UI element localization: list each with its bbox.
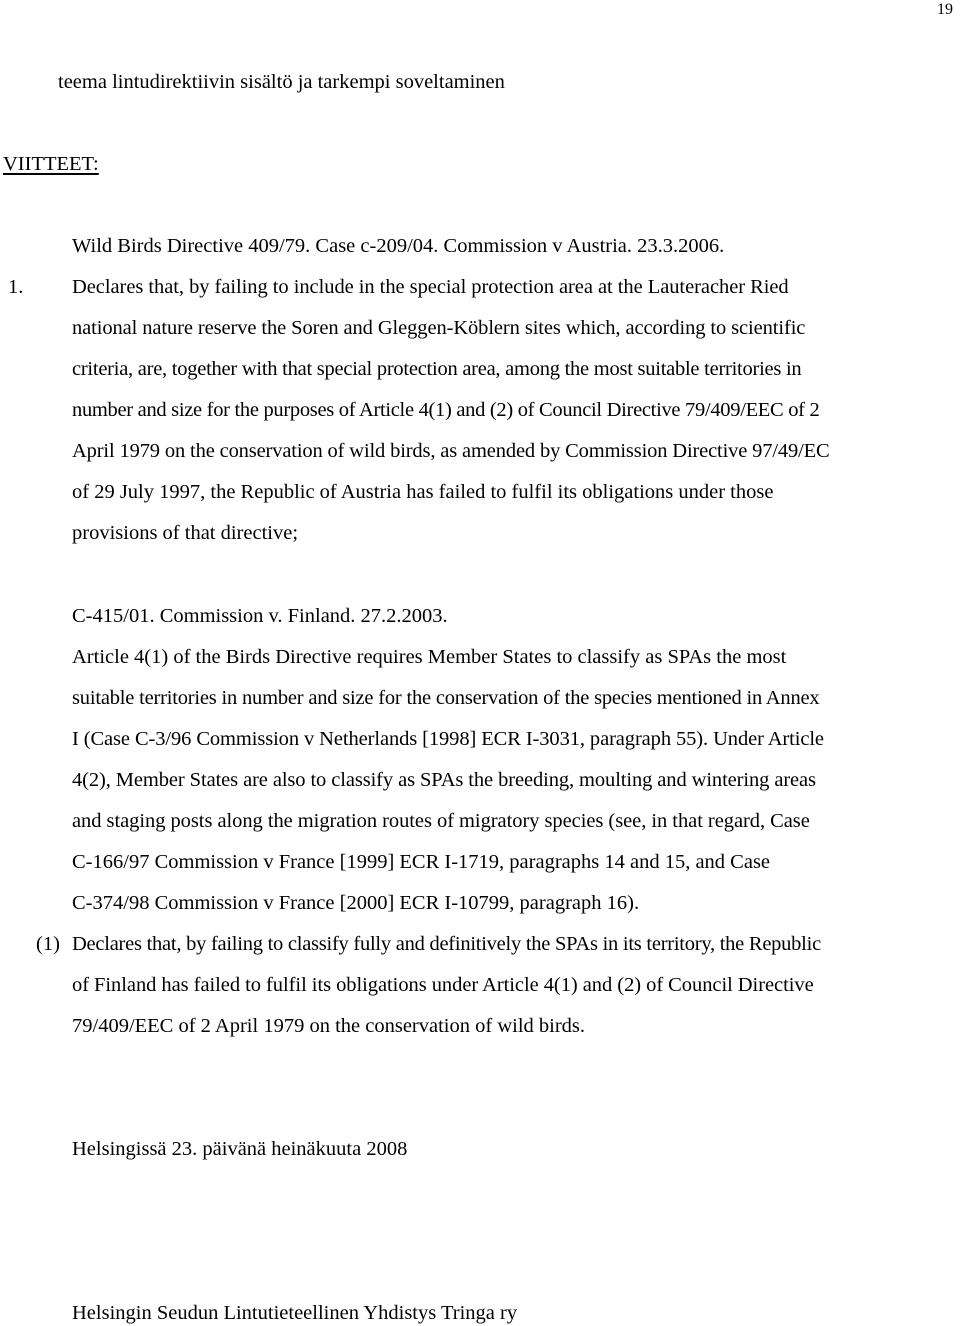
case1-line: national nature reserve the Soren and Gleggen-Köblern sites which, according to scientific: [72, 317, 806, 339]
appendices-heading: VIITTEET:: [3, 153, 99, 175]
case2-line: I (Case C-3/96 Commission v Netherlands [1998] ECR I-3031, paragraph 55). Under Article: [72, 728, 824, 750]
case2-ruling-line: of Finland has failed to fulfil its obligations under Article 4(1) and (2) of Council Directive: [72, 974, 814, 996]
case1-line: of 29 July 1997, the Republic of Austria has failed to fulfil its obligations under those: [72, 481, 774, 503]
case2-line: C-374/98 Commission v France [2000] ECR I-10799, paragraph 16).: [72, 892, 640, 914]
case1-line: Declares that, by failing to include in the special protection area at the Lauteracher Ried: [72, 276, 789, 298]
place-date: Helsingissä 23. päivänä heinäkuuta 2008: [72, 1138, 408, 1160]
case1-line: provisions of that directive;: [72, 522, 299, 544]
case2-ruling-line: 79/409/EEC of 2 April 1979 on the conservation of wild birds.: [72, 1015, 586, 1037]
page-number: 19: [937, 1, 953, 18]
case2-ruling-line: Declares that, by failing to classify fully and definitively the SPAs in its territory, the Republic: [72, 933, 821, 955]
case1-line: number and size for the purposes of Article 4(1) and (2) of Council Directive 79/409/EEC of 2: [72, 399, 820, 421]
case2-line: and staging posts along the migration routes of migratory species (see, in that regard, Case: [72, 810, 810, 832]
signature: Helsingin Seudun Lintutieteellinen Yhdistys Tringa ry: [72, 1302, 518, 1324]
case1-line: criteria, are, together with that special protection area, among the most suitable territories in: [72, 358, 802, 380]
case2-ruling-number: (1): [36, 933, 60, 955]
case2-line: 4(2), Member States are also to classify as SPAs the breeding, moulting and wintering areas: [72, 769, 816, 791]
case2-line: Article 4(1) of the Birds Directive requires Member States to classify as SPAs the most: [72, 646, 787, 668]
case1-title: Wild Birds Directive 409/79. Case c-209/04. Commission v Austria. 23.3.2006.: [72, 235, 725, 257]
case2-line: C-166/97 Commission v France [1999] ECR I-1719, paragraphs 14 and 15, and Case: [72, 851, 771, 873]
case1-item-number: 1.: [8, 276, 24, 298]
intro-line: teema lintudirektiivin sisältö ja tarkempi soveltaminen: [58, 71, 505, 93]
case1-line: April 1979 on the conservation of wild birds, as amended by Commission Directive 97/49/EC: [72, 440, 830, 462]
case2-line: suitable territories in number and size for the conservation of the species mentioned in Annex: [72, 687, 820, 709]
case2-title: C-415/01. Commission v. Finland. 27.2.2003.: [72, 605, 448, 627]
